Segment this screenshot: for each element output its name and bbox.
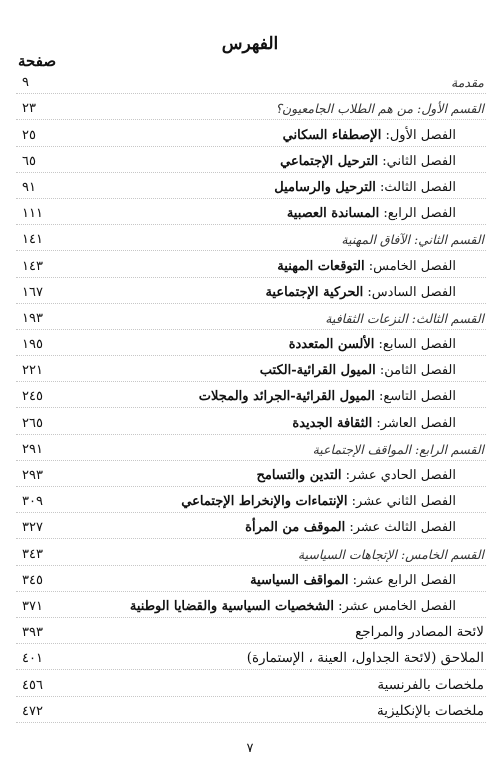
- page-number: ٧: [246, 741, 254, 756]
- toc-page-number: ٩: [22, 75, 29, 91]
- chapter-title: الموقف من المرأة: [245, 520, 346, 536]
- chapter-prefix: الفصل الحادي عشر:: [341, 468, 456, 483]
- toc-page-number: ٩١: [22, 179, 36, 195]
- toc-page-number: ٤٠١: [22, 651, 43, 667]
- toc-page-number: ١٤٣: [22, 258, 43, 274]
- toc-chapter-row: [16, 147, 486, 173]
- toc-page-number: ٣٠٩: [22, 494, 43, 510]
- chapter-prefix: الفصل الرابع:: [379, 206, 456, 222]
- toc-section-row: [16, 435, 486, 461]
- toc-page-number: ٣٤٥: [22, 572, 43, 588]
- toc-entry-label: الملاحق (لائحة الجداول، العينة ، الإستمارة): [246, 650, 484, 667]
- toc-entry-label: القسم الثاني: الآفاق المهنية: [341, 232, 484, 248]
- toc-chapter-row: [16, 173, 486, 199]
- toc-page-number: ٢٦٥: [22, 415, 43, 431]
- chapter-prefix: الفصل الثامن:: [375, 363, 456, 379]
- chapter-prefix: الفصل الخامس:: [364, 258, 456, 274]
- toc-entry-label: [181, 494, 456, 509]
- chapter-title: الإصطفاء السكاني: [282, 127, 382, 143]
- chapter-prefix: الفصل الثالث:: [375, 179, 456, 195]
- toc-page-number: ٤٥٦: [22, 677, 43, 693]
- toc-chapter-row: [16, 120, 486, 146]
- toc-entry-label: [130, 599, 456, 614]
- toc-entry-label: ملخصات بالإنكليزية: [376, 702, 484, 719]
- toc-chapter-row: [16, 330, 486, 356]
- toc-entry-label: [265, 285, 456, 300]
- chapter-prefix: الفصل الثاني عشر:: [347, 494, 456, 510]
- page-title: الفهرس: [221, 34, 279, 54]
- chapter-prefix: الفصل العاشر:: [372, 415, 456, 431]
- toc-page-number: ٣٤٣: [22, 546, 43, 562]
- toc-chapter-row: [16, 461, 486, 487]
- toc-entry-label: [277, 259, 456, 274]
- toc-page-number: ١٦٧: [22, 284, 43, 300]
- toc-row: [16, 670, 486, 696]
- toc-entry-label: [292, 416, 456, 431]
- toc-section-row: [16, 68, 486, 94]
- chapter-prefix: الفصل الثالث عشر:: [345, 520, 456, 536]
- toc-entry-label: [274, 180, 456, 195]
- toc-section-row: [16, 304, 486, 330]
- toc-row: [16, 644, 486, 670]
- toc-section-row: [16, 94, 486, 120]
- toc-entry-label: [289, 337, 456, 352]
- chapter-title: التوقعات المهنية: [277, 258, 365, 274]
- page-column-header: صفحة: [18, 52, 57, 70]
- toc-page-number: ٣٢٧: [22, 520, 43, 536]
- toc-chapter-row: [16, 566, 486, 592]
- toc-chapter-row: [16, 356, 486, 382]
- toc-chapter-row: [16, 251, 486, 277]
- chapter-prefix: الفصل الخامس عشر:: [333, 598, 456, 614]
- toc-entry-label: القسم الثالث: النزعات الثقافية: [325, 310, 484, 326]
- toc-entry-label: القسم الرابع: المواقف الإجتماعية: [312, 441, 484, 457]
- chapter-title: الثقافة الجديدة: [292, 415, 373, 431]
- toc-chapter-row: [16, 408, 486, 434]
- toc-entry-label: [287, 206, 456, 221]
- chapter-title: الألسن المتعددة: [288, 337, 375, 353]
- chapter-title: الحركية الإجتماعية: [265, 284, 364, 300]
- toc-page-number: ٢٢١: [22, 363, 43, 379]
- chapter-prefix: الفصل السابع:: [374, 337, 456, 353]
- chapter-prefix: الفصل السادس:: [363, 284, 456, 300]
- chapter-title: المساندة العصبية: [286, 206, 380, 222]
- toc-entry-label: لائحة المصادر والمراجع: [355, 624, 484, 641]
- chapter-title: الميول القرائية-الجرائد والمجلات: [198, 389, 375, 405]
- chapter-title: الشخصيات السياسية والقضايا الوطنية: [129, 598, 334, 614]
- toc-page-number: ١١١: [22, 206, 43, 222]
- toc-entry-label: القسم الخامس: الإتجاهات السياسية: [297, 546, 484, 562]
- toc-page-number: ١٩٣: [22, 310, 43, 326]
- toc-page-number: ٢٤٥: [22, 389, 43, 405]
- toc-entry-label: القسم الأول: من هم الطلاب الجامعيون؟: [275, 101, 484, 117]
- chapter-prefix: الفصل الثاني:: [378, 153, 456, 169]
- toc-chapter-row: [16, 592, 486, 618]
- toc-section-row: [16, 539, 486, 565]
- toc-entry-label: ملخصات بالفرنسية: [377, 676, 484, 693]
- toc-page-number: ٦٥: [22, 153, 36, 169]
- toc-entry-label: [256, 468, 456, 483]
- toc-page-number: ٤٧٢: [22, 703, 43, 719]
- chapter-title: الإنتماءات والإنخراط الإجتماعي: [181, 494, 348, 510]
- toc-page-number: ١٤١: [22, 232, 43, 248]
- toc-entry-label: [280, 154, 456, 169]
- toc-entry-label: [250, 573, 456, 588]
- toc-row: [16, 618, 486, 644]
- chapter-title: الترحيل الإجتماعي: [280, 153, 379, 169]
- toc-chapter-row: [16, 278, 486, 304]
- toc-chapter-row: [16, 199, 486, 225]
- toc-page-number: ٣٩٣: [22, 625, 43, 641]
- chapter-title: الترحيل والرساميل: [274, 179, 376, 195]
- toc-row: [16, 697, 486, 723]
- toc-page-number: ٢٩١: [22, 441, 43, 457]
- toc-list: [16, 68, 486, 723]
- toc-page-number: ٢٣: [22, 101, 36, 117]
- toc-page-number: ٣٧١: [22, 598, 43, 614]
- chapter-prefix: الفصل الرابع عشر:: [348, 572, 456, 588]
- toc-chapter-row: [16, 487, 486, 513]
- chapter-prefix: الفصل الأول:: [381, 127, 456, 143]
- toc-page-number: ٢٩٣: [22, 468, 43, 483]
- chapter-title: التدين والتسامح: [256, 468, 342, 483]
- chapter-prefix: الفصل التاسع:: [374, 389, 456, 405]
- toc-entry-label: [245, 520, 456, 535]
- chapter-title: المواقف السياسية: [250, 572, 349, 588]
- chapter-title: الميول القرائية-الكتب: [259, 363, 376, 379]
- toc-chapter-row: [16, 382, 486, 408]
- toc-entry-label: مقدمة: [451, 75, 484, 91]
- toc-entry-label: [199, 389, 456, 404]
- toc-entry-label: [283, 128, 456, 143]
- toc-page-number: ٢٥: [22, 127, 36, 143]
- toc-chapter-row: [16, 513, 486, 539]
- toc-page-number: ١٩٥: [22, 337, 43, 353]
- toc-entry-label: [260, 363, 456, 378]
- toc-section-row: [16, 225, 486, 251]
